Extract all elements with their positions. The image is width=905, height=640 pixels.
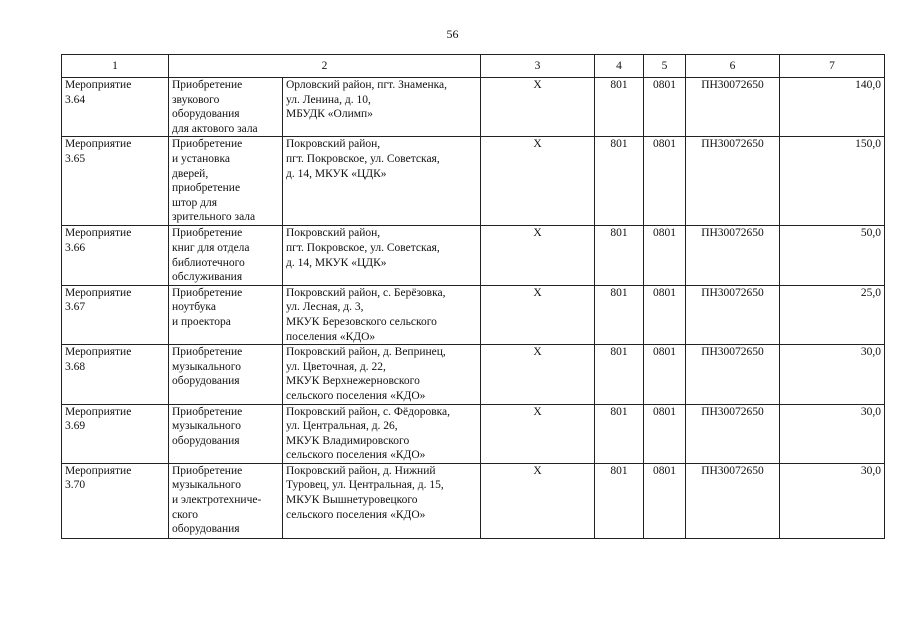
description-cell: Приобретение книг для отдела библиотечного обслуживания — [169, 226, 283, 285]
code-cell: ПН30072650 — [686, 345, 780, 404]
table-row — [62, 137, 885, 226]
page-number: 56 — [446, 27, 459, 41]
description-cell: Приобретение звукового оборудования для актового зала — [169, 78, 283, 137]
table-row — [62, 285, 885, 344]
table-row — [62, 345, 885, 404]
col3-cell: Х — [481, 463, 595, 538]
col4-cell: 801 — [595, 78, 644, 137]
budget-table — [61, 54, 885, 539]
amount-cell: 30,0 — [780, 404, 885, 463]
col3-cell: Х — [481, 226, 595, 285]
location-cell: Покровский район, д. Нижний Туровец, ул. Центральная, д. 15, МКУК Вышнетуровецкого сельского поселения «КДО» — [283, 463, 481, 538]
event-cell: Мероприятие 3.70 — [62, 463, 169, 538]
col5-cell: 0801 — [644, 345, 686, 404]
code-cell: ПН30072650 — [686, 78, 780, 137]
amount-cell: 30,0 — [780, 345, 885, 404]
code-cell: ПН30072650 — [686, 285, 780, 344]
col5-cell: 0801 — [644, 285, 686, 344]
amount-cell: 140,0 — [780, 78, 885, 137]
location-cell: Покровский район, д. Вепринец, ул. Цветочная, д. 22, МКУК Верхнежерновского сельского поселения «КДО» — [283, 345, 481, 404]
col3-cell: Х — [481, 78, 595, 137]
description-cell: Приобретение ноутбука и проектора — [169, 285, 283, 344]
header-col-2: 2 — [169, 55, 481, 78]
header-col-6: 6 — [686, 55, 780, 78]
col3-cell: Х — [481, 137, 595, 226]
amount-cell: 25,0 — [780, 285, 885, 344]
header-row — [62, 55, 885, 78]
table-row — [62, 404, 885, 463]
description-cell: Приобретение и установка дверей, приобретение штор для зрительного зала — [169, 137, 283, 226]
col5-cell: 0801 — [644, 463, 686, 538]
col4-cell: 801 — [595, 345, 644, 404]
amount-cell: 30,0 — [780, 463, 885, 538]
event-cell: Мероприятие 3.66 — [62, 226, 169, 285]
col4-cell: 801 — [595, 137, 644, 226]
location-cell: Покровский район, с. Фёдоровка, ул. Центральная, д. 26, МКУК Владимировского сельского поселения «КДО» — [283, 404, 481, 463]
location-cell: Орловский район, пгт. Знаменка, ул. Ленина, д. 10, МБУДК «Олимп» — [283, 78, 481, 137]
code-cell: ПН30072650 — [686, 226, 780, 285]
col3-cell: Х — [481, 404, 595, 463]
header-col-7: 7 — [780, 55, 885, 78]
code-cell: ПН30072650 — [686, 137, 780, 226]
header-col-4: 4 — [595, 55, 644, 78]
event-cell: Мероприятие 3.65 — [62, 137, 169, 226]
table-row — [62, 226, 885, 285]
col4-cell: 801 — [595, 463, 644, 538]
amount-cell: 50,0 — [780, 226, 885, 285]
header-col-5: 5 — [644, 55, 686, 78]
description-cell: Приобретение музыкального оборудования — [169, 404, 283, 463]
col4-cell: 801 — [595, 226, 644, 285]
location-cell: Покровский район, пгт. Покровское, ул. Советская, д. 14, МКУК «ЦДК» — [283, 226, 481, 285]
col5-cell: 0801 — [644, 226, 686, 285]
event-cell: Мероприятие 3.69 — [62, 404, 169, 463]
col4-cell: 801 — [595, 404, 644, 463]
code-cell: ПН30072650 — [686, 404, 780, 463]
event-cell: Мероприятие 3.64 — [62, 78, 169, 137]
table-row — [62, 463, 885, 538]
col5-cell: 0801 — [644, 78, 686, 137]
col3-cell: Х — [481, 285, 595, 344]
amount-cell: 150,0 — [780, 137, 885, 226]
col5-cell: 0801 — [644, 404, 686, 463]
col3-cell: Х — [481, 345, 595, 404]
location-cell: Покровский район, пгт. Покровское, ул. Советская, д. 14, МКУК «ЦДК» — [283, 137, 481, 226]
description-cell: Приобретение музыкального оборудования — [169, 345, 283, 404]
code-cell: ПН30072650 — [686, 463, 780, 538]
header-col-1: 1 — [62, 55, 169, 78]
location-cell: Покровский район, с. Берёзовка, ул. Лесная, д. 3, МКУК Березовского сельского поселения «КДО» — [283, 285, 481, 344]
header-col-3: 3 — [481, 55, 595, 78]
col5-cell: 0801 — [644, 137, 686, 226]
event-cell: Мероприятие 3.68 — [62, 345, 169, 404]
description-cell: Приобретение музыкального и электротехниче- ского оборудования — [169, 463, 283, 538]
table-row — [62, 78, 885, 137]
col4-cell: 801 — [595, 285, 644, 344]
event-cell: Мероприятие 3.67 — [62, 285, 169, 344]
